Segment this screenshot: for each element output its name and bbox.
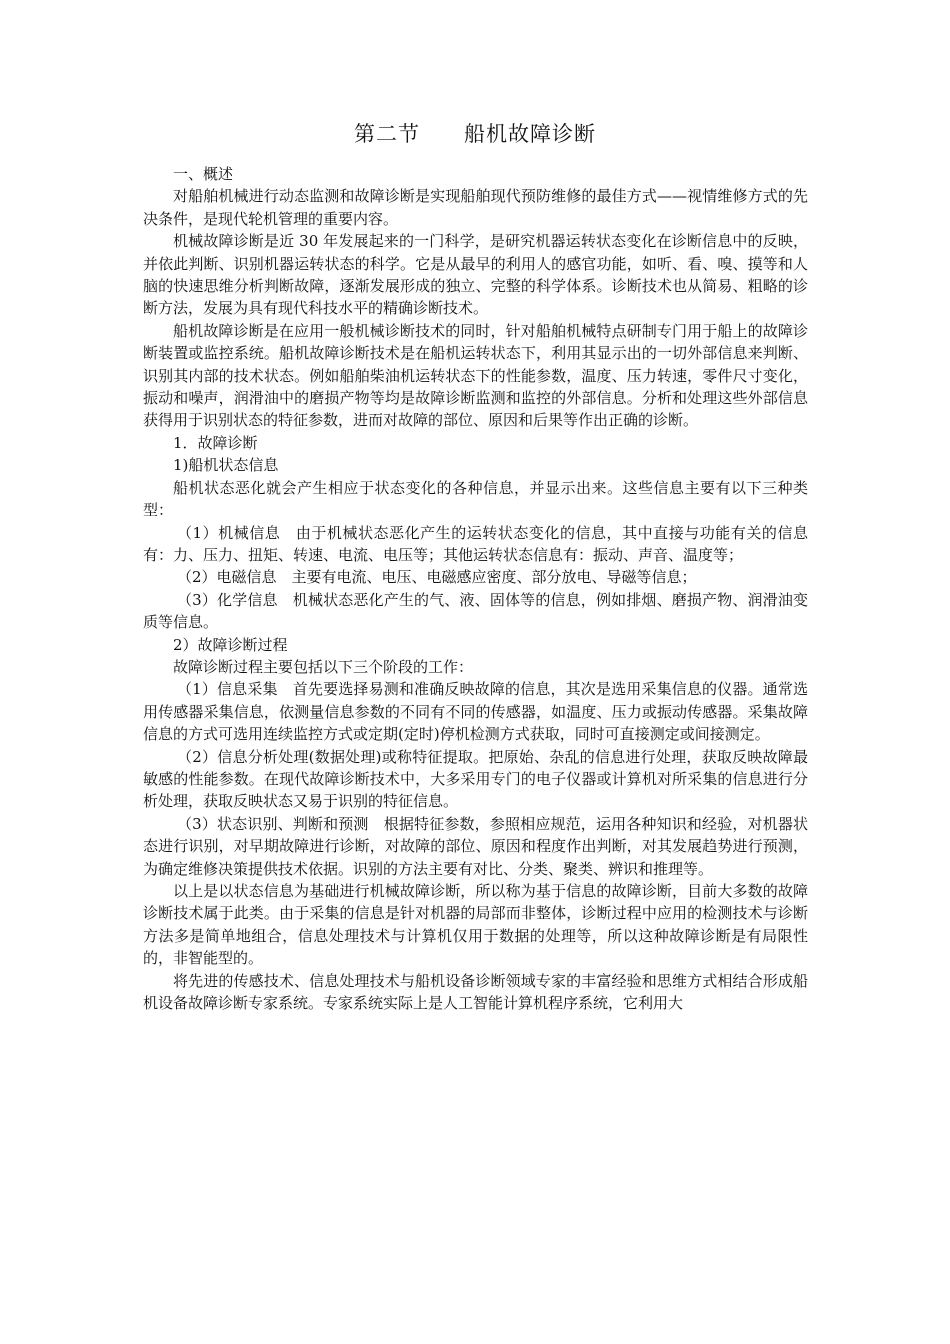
list-item: （3）状态识别、判断和预测 根据特征参数，参照相应规范，运用各种知识和经验，对机器状态进行识别，对早期故障进行诊断，对故障的部位、原因和程度作出判断，对其发展趋势进行预测，为确定维修决策提供技术依据。识别的方法主要有对比、分类、聚类、辨识和推理等。	[143, 814, 808, 878]
list-item: （3）化学信息 机械状态恶化产生的气、液、固体等的信息，例如排烟、磨损产物、润滑油变质等信息。	[143, 590, 808, 632]
list-item: （2）信息分析处理(数据处理)或称特征提取。把原始、杂乱的信息进行处理，获取反映故障最敏感的性能参数。在现代故障诊断技术中，大多采用专门的电子仪器或计算机对所采集的信息进行分析处理，获取反映状态又易于识别的特征信息。	[143, 747, 808, 811]
list-item: （1）信息采集 首先要选择易测和准确反映故障的信息，其次是选用采集信息的仪器。通常选用传感器采集信息，依测量信息参数的不同有不同的传感器，如温度、压力或振动传感器。采集故障信息的方式可选用连续监控方式或定期(定时)停机检测方式获取，同时可直接测定或间接测定。	[143, 680, 808, 744]
section-title: 第二节 船机故障诊断	[354, 122, 596, 146]
paragraph: 机械故障诊断是近 30 年发展起来的一门科学，是研究机器运转状态变化在诊断信息中的反映，并依此判断、识别机器运转状态的科学。它是从最早的利用人的感官功能，如听、看、嗅、摸等和人脑的快速思维分析判断故障，逐渐发展形成的独立、完整的科学体系。诊断技术也从简易、粗略的诊断方法，发展为具有现代科技水平的精确诊断技术。	[143, 232, 808, 318]
heading-state-info: 1)船机状态信息	[173, 456, 279, 475]
list-item: （1）机械信息 由于机械状态恶化产生的运转状态变化的信息，其中直接与功能有关的信息有：力、压力、扭矩、转速、电流、电压等；其他运转状态信息有：振动、声音、温度等；	[143, 523, 808, 564]
heading-overview: 一、概述	[173, 165, 234, 183]
list-item: （2）电磁信息 主要有电流、电压、电磁感应密度、部分放电、导磁等信息；	[177, 568, 697, 587]
paragraph: 将先进的传感技术、信息处理技术与船机设备诊断领域专家的丰富经验和思维方式相结合形成船机设备故障诊断专家系统。专家系统实际上是人工智能计算机程序系统，它利用大	[143, 971, 808, 1013]
heading-diagnosis-process: 2）故障诊断过程	[173, 635, 288, 654]
paragraph: 对船舶机械进行动态监测和故障诊断是实现船舶现代预防维修的最佳方式——视情维修方式的先决条件，是现代轮机管理的重要内容。	[143, 187, 808, 228]
paragraph: 船机状态恶化就会产生相应于状态变化的各种信息，并显示出来。这些信息主要有以下三种类型：	[143, 478, 808, 520]
paragraph: 以上是以状态信息为基础进行机械故障诊断，所以称为基于信息的故障诊断，目前大多数的故障诊断技术属于此类。由于采集的信息是针对机器的局部而非整体，诊断过程中应用的检测技术与诊断方法多是简单地组合，信息处理技术与计算机仅用于数据的处理等，所以这种故障诊断是有局限性的，非智能型的。	[143, 882, 808, 968]
paragraph: 故障诊断过程主要包括以下三个阶段的工作：	[173, 657, 474, 676]
body-text	[143, 163, 808, 1014]
heading-fault-diagnosis: 1．故障诊断	[173, 433, 258, 452]
paragraph: 船机故障诊断是在应用一般机械诊断技术的同时，针对船舶机械特点研制专门用于船上的故障诊断装置或监控系统。船机故障诊断技术是在船机运转状态下，利用其显示出的一切外部信息来判断、识别其内部的技术状态。例如船舶柴油机运转状态下的性能参数，温度、压力转速，零件尺寸变化，振动和噪声，润滑油中的磨损产物等均是故障诊断监测和监控的外部信息。分析和处理这些外部信息获得用于识别状态的特征参数，进而对故障的部位、原因和后果等作出正确的诊断。	[143, 321, 808, 430]
